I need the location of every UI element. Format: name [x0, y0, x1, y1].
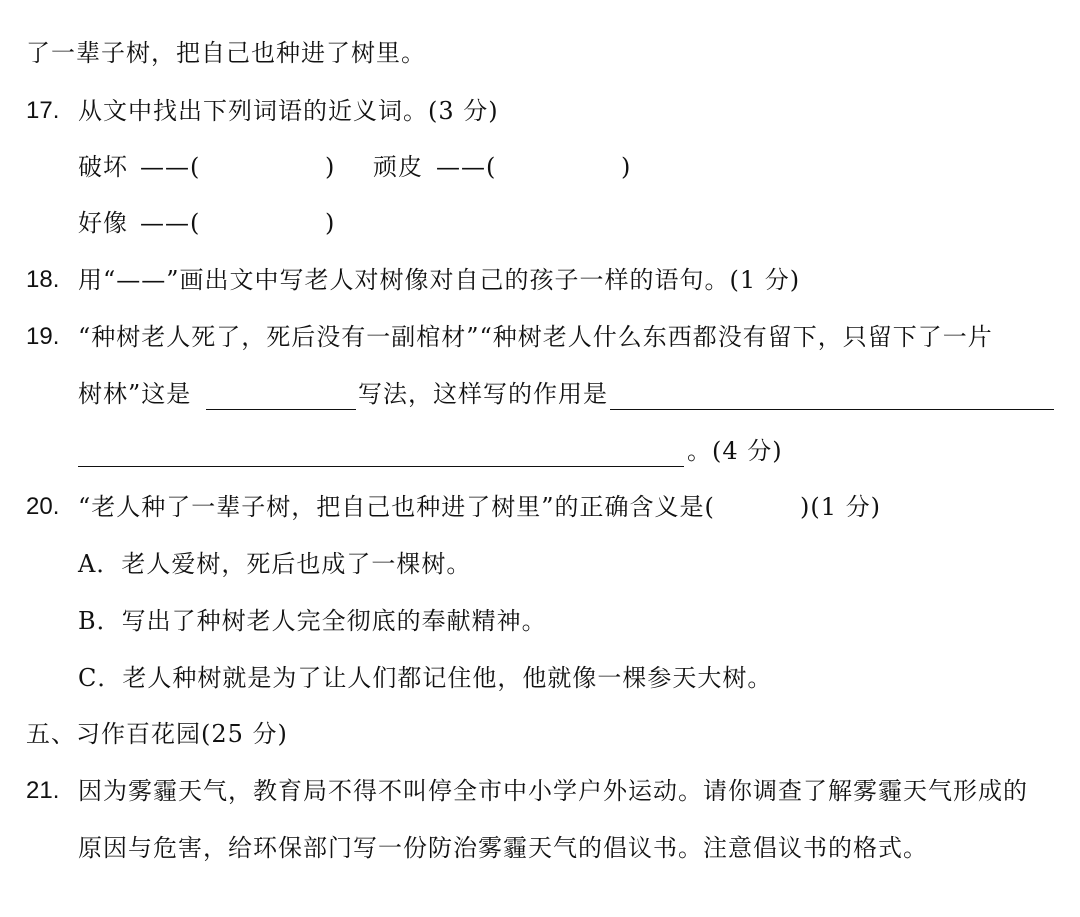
answer-blank[interactable]	[78, 436, 684, 467]
q19-line-3	[0, 423, 1080, 479]
option-text: C．老人种树就是为了让人们都记住他，他就像一棵参天大树。	[78, 664, 773, 692]
question-number: 20.	[26, 493, 60, 520]
option-text: A．老人爱树，死后也成了一棵树。	[78, 550, 472, 578]
question-19	[0, 309, 1080, 365]
q17-word: 顽皮	[373, 153, 423, 181]
question-prompt: “老人种了一辈子树，把自己也种进了树里”的正确含义是(	[78, 493, 715, 521]
question-prompt-cont: 原因与危害，给环保部门写一份防治雾霾天气的倡议书。注意倡议书的格式。	[78, 834, 928, 862]
question-21	[0, 763, 1080, 819]
question-prompt: 用“——”画出文中写老人对树像对自己的孩子一样的语句。(1 分)	[78, 266, 801, 294]
answer-blank[interactable]	[206, 379, 356, 410]
q17-dash: ——(	[140, 209, 201, 237]
q17-word: 好像	[78, 209, 128, 237]
option-text: B．写出了种树老人完全彻底的奉献精神。	[78, 607, 547, 635]
q19-line-2	[0, 366, 1080, 422]
q21-line-2	[0, 820, 1080, 876]
question-prompt: 因为雾霾天气，教育局不得不叫停全市中小学户外运动。请你调查了解雾霾天气形成的	[78, 777, 1028, 805]
q19-text-b: 写法，这样写的作用是	[358, 380, 608, 408]
section-5-heading	[0, 706, 1080, 762]
q17-word: 破坏	[78, 153, 128, 181]
q17-close: )	[621, 153, 632, 181]
question-prompt: “种树老人死了，死后没有一副棺材”“种树老人什么东西都没有留下，只留下了一片	[78, 323, 993, 351]
q20-option-a	[0, 536, 1080, 592]
question-20	[0, 479, 1080, 535]
q19-score: 。(4 分)	[687, 437, 783, 465]
passage-continuation	[0, 25, 1080, 81]
question-18	[0, 252, 1080, 308]
question-number: 17.	[26, 97, 60, 124]
question-score: )(1 分)	[800, 493, 881, 521]
section-heading: 五、习作百花园(25 分)	[26, 720, 288, 748]
q19-text-a: 树林”这是	[78, 380, 192, 408]
q17-close: )	[325, 209, 336, 237]
q17-row-2	[0, 195, 1080, 251]
q20-option-b	[0, 593, 1080, 649]
question-prompt: 从文中找出下列词语的近义词。(3 分)	[78, 97, 499, 125]
question-number: 18.	[26, 266, 60, 293]
q17-dash: ——(	[436, 153, 497, 181]
question-number: 21.	[26, 777, 60, 804]
question-17	[0, 83, 1080, 139]
q17-dash: ——(	[140, 153, 201, 181]
answer-blank[interactable]	[610, 379, 1054, 410]
q17-close: )	[325, 153, 336, 181]
q17-row-1	[0, 139, 1080, 195]
question-number: 19.	[26, 323, 60, 350]
q20-option-c	[0, 650, 1080, 706]
passage-text: 了一辈子树，把自己也种进了树里。	[26, 39, 426, 67]
